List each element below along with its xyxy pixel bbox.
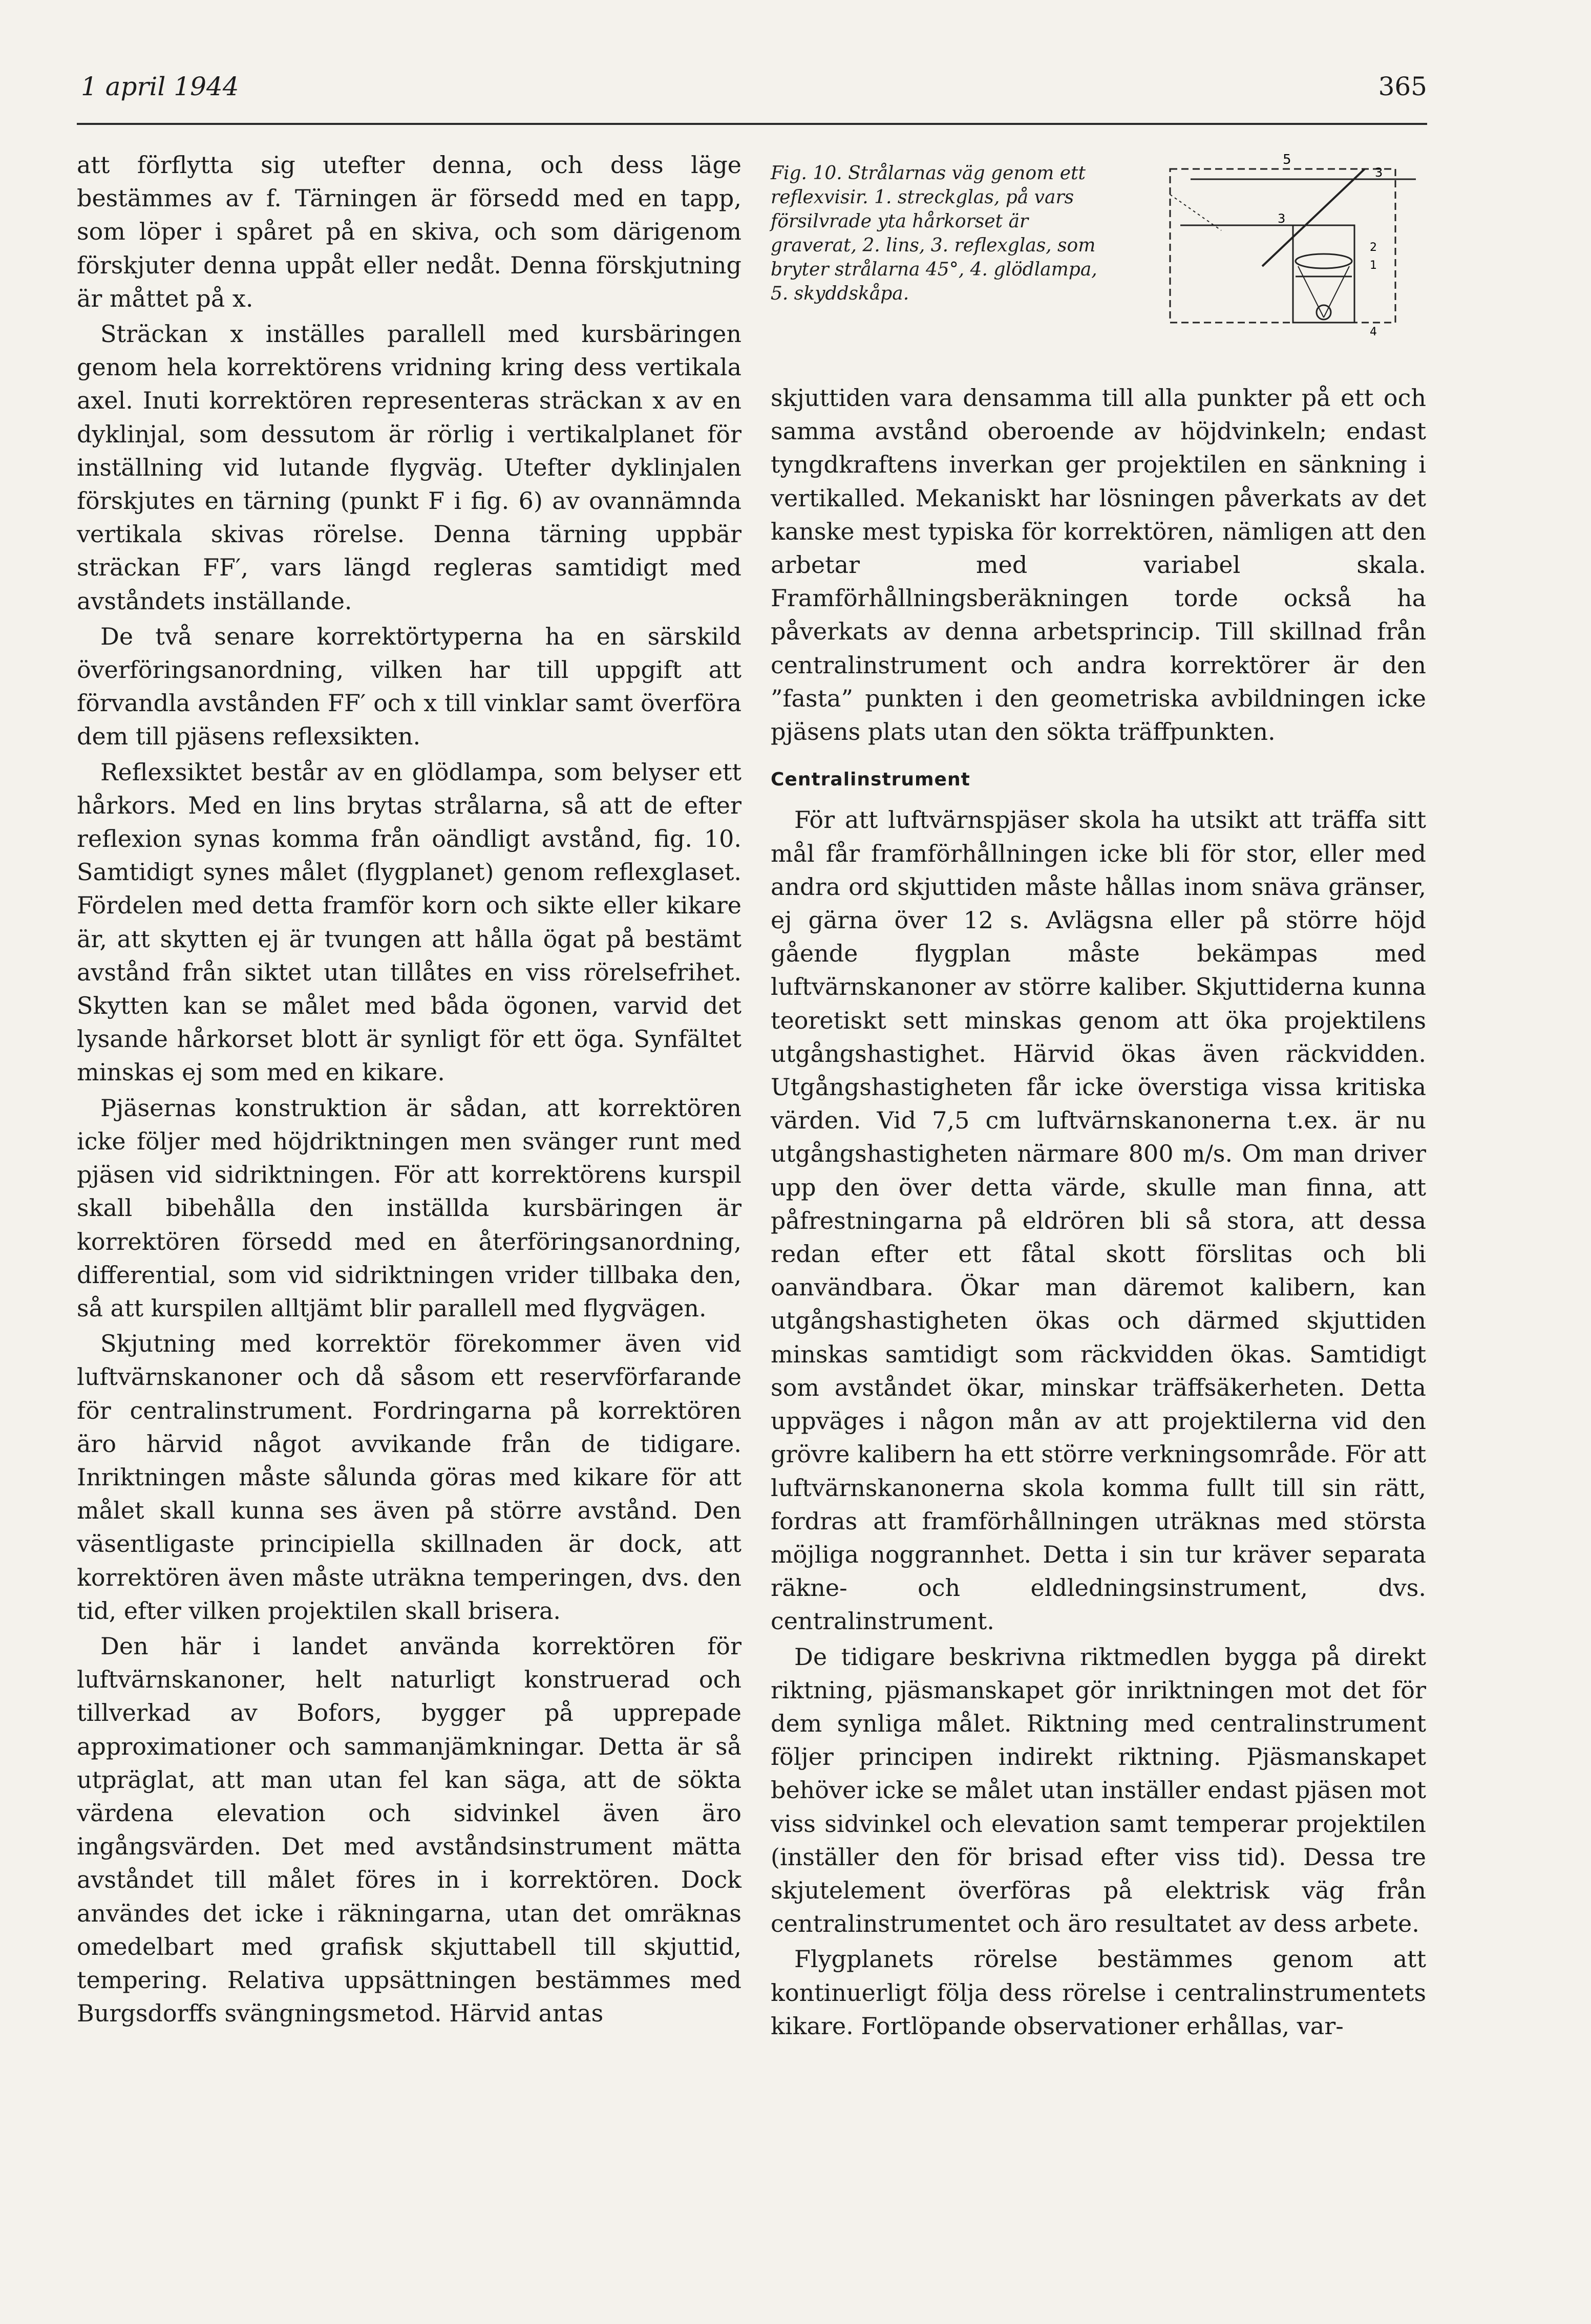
paragraph: För att luftvärnspjäser skola ha utsikt att träffa sitt mål får framförhållningen icke bli för stor, eller med andra ord skjuttiden måste hållas inom snäva gränser, ej gärna över 12 s. Avlägsna eller på större höjd gående flygplan måste bekämpas med luftvärnskanoner av större kaliber. Skjuttiderna kunna teoretiskt sett minskas genom att öka projektilens utgångshastighet. Härvid ökas även räckvidden. Utgångshastigheten får icke överstiga vissa kritiska värden. Vid 7,5 cm luftvärnskanonerna t.ex. är nu utgångshastigheten närmare 800 m/s. Om man driver upp den över detta värde, skulle man finna, att påfrestningarna på eldrören bli så stora, att dessa redan efter ett fåtal skott förslitas och bli oanvändbara. Ökar man däremot kalibern, kan utgångshastigheten ökas och därmed skjuttiden minskas samtidigt som räckvidden ökas. Samtidigt som avståndet ökar, minskar träffsäkerheten. Detta uppväges i någon mån av att projektilerna vid den grövre kalibern ha ett större verkningsområde. För att luftvärnskanonerna skola komma fullt till sin rätt, fordras att framförhållningen uträknas med största möjliga noggrannhet. Detta i sin tur kräver separata räkne- och eldledningsinstrument, dvs. centralinstrument. [771, 806, 1426, 1635]
lens [1296, 254, 1352, 268]
paragraph: Sträckan x inställes parallell med kursbäringen genom hela korrektörens vridning kring dess vertikala axel. Inuti korrektören representeras sträckan x av en dyklinjal, som dessutom är rörlig i vertikalplanet för inställning vid lutande flygväg. Utefter dyklinjalen förskjutes en tärning (punkt F i fig. 6) av ovannämnda vertikala skivas rörelse. Denna tärning uppbär sträckan FF′, vars längd regleras samtidigt med avståndets inställande. [77, 320, 741, 615]
label-4: 4 [1370, 326, 1377, 338]
paragraph: Den här i landet använda korrektören för luftvärnskanoner, helt naturligt konstruerad och tillverkad av Bofors, bygger på upprepade approximationer och sammanjämkningar. Detta är så utpräglat, att man utan fel kan säga, att de sökta värdena elevation och sidvinkel även äro ingångsvärden. Det med avståndsinstrument mätta avståndet till målet föres in i korrektören. Dock användes det icke i räkningarna, utan det omräknas omedelbart med grafisk skjuttabell till skjuttid, tempering. Relativa uppsättningen bestämmes med Burgsdorffs svängningsmetod. Härvid antas [77, 1632, 741, 2028]
figure-10 [771, 148, 1426, 364]
paragraph: Pjäsernas konstruktion är sådan, att korrektören icke följer med höjdriktningen men svänger runt med pjäsen vid sidriktningen. För att korrektörens kurspil skall bibehålla den inställda kursbäringen är korrektören försedd med en återföringsanordning, differential, som vid sidriktningen vrider tillbaka den, så att kurspilen alltjämt blir parallell med flygvägen. [77, 1094, 741, 1322]
paragraph: att förflytta sig utefter denna, och dess läge bestämmes av f. Tärningen är försedd med en tapp, som löper i spåret på en skiva, och som därigenom förskjuter denna uppåt eller nedåt. Denna förskjutning är måttet på x. [77, 151, 741, 312]
paragraph: skjuttiden vara densamma till alla punkter på ett och samma avstånd oberoende av höjdvinkeln; endast tyngdkraftens inverkan ger projektilen en sänkning i vertikalled. Mekaniskt har lösningen påverkats av det kanske mest typiska för korrektören, nämligen att den arbetar med variabel skala. Framförhållningsberäkningen torde också ha påverkats av denna arbetsprincip. Till skillnad från centralinstrument och andra korrektörer är den ”fasta” punkten i den geometriska avbildningen icke pjäsens plats utan den sökta träffpunkten. [771, 384, 1426, 746]
section-heading: Centralinstrument [771, 769, 970, 791]
paragraph: Skjutning med korrektör förekommer även vid luftvärnskanoner och då såsom ett reservförfarande för centralinstrument. Fordringarna på korrektören äro härvid något avvikande från de tidigare. Inriktningen måste sålunda göras med kikare för att målet skall kunna ses även på större avstånd. Den väsentligaste principiella skillnaden är dock, att korrektören även måste uträkna temperingen, dvs. den tid, efter vilken projektilen skall brisera. [77, 1330, 741, 1625]
paragraph: De tidigare beskrivna riktmedlen bygga på direkt riktning, pjäsmanskapet gör inriktningen mot det för dem synliga målet. Riktning med centralinstrument följer principen indirekt riktning. Pjäsmanskapet behöver icke se målet utan inställer endast pjäsen mot viss sidvinkel och elevation samt temperar projektilen (inställer den för brisad efter viss tid). Dessa tre skjutelement överföras på elektrisk väg från centralinstrumentet och äro resultatet av dess arbete. [771, 1643, 1426, 1938]
paragraph: Flygplanets rörelse bestämmes genom att kontinuerligt följa dess rörelse i centralinstrumentets kikare. Fortlöpande observationer erhållas, var- [771, 1945, 1426, 2040]
paragraph: Reflexsiktet består av en glödlampa, som belyser ett hårkors. Med en lins brytas strålarna, så att de efter reflexion synas komma från oändligt avstånd, fig. 10. Samtidigt synes målet (flygplanet) genom reflexglaset. Fördelen med detta framför korn och sikte eller kikare är, att skytten ej är tvungen att hålla ögat på bestämt avstånd från siktet utan tillåtes en viss rörelsefrihet. Skytten kan se målet med båda ögonen, varvid det lysande hårkorset blott är synligt för ett öga. Synfältet minskas ej som med en kikare. [77, 758, 741, 1086]
label-3: 3 [1375, 165, 1383, 180]
label-3: 3 [1278, 211, 1286, 226]
page-header [77, 67, 1427, 125]
paragraph: De två senare korrektörtyperna ha en särskild överföringsanordning, vilken har till uppgift att förvandla avstånden FF′ och x till vinklar samt överföra dem till pjäsens reflexsikten. [77, 622, 741, 751]
ray-line [1298, 266, 1324, 317]
reflex-sight-diagram [1150, 148, 1426, 353]
label-2: 2 [1370, 241, 1377, 254]
right-column [771, 381, 1426, 2045]
issue-date: 1 april 1944 [81, 72, 239, 101]
figure-caption: Fig. 10. Strålarnas väg genom ett reflexvisir. 1. streckglas, på vars försilvrade yta hårkorset är graverat, 2. lins, 3. reflexglas, som bryter strålarna 45°, 4. glödlampa, 5. skyddskåpa. [771, 163, 1097, 304]
label-5: 5 [1283, 152, 1291, 167]
left-column [77, 148, 741, 2032]
ray-line [1324, 266, 1349, 317]
label-1: 1 [1370, 259, 1377, 272]
page-number: 365 [1378, 72, 1427, 101]
